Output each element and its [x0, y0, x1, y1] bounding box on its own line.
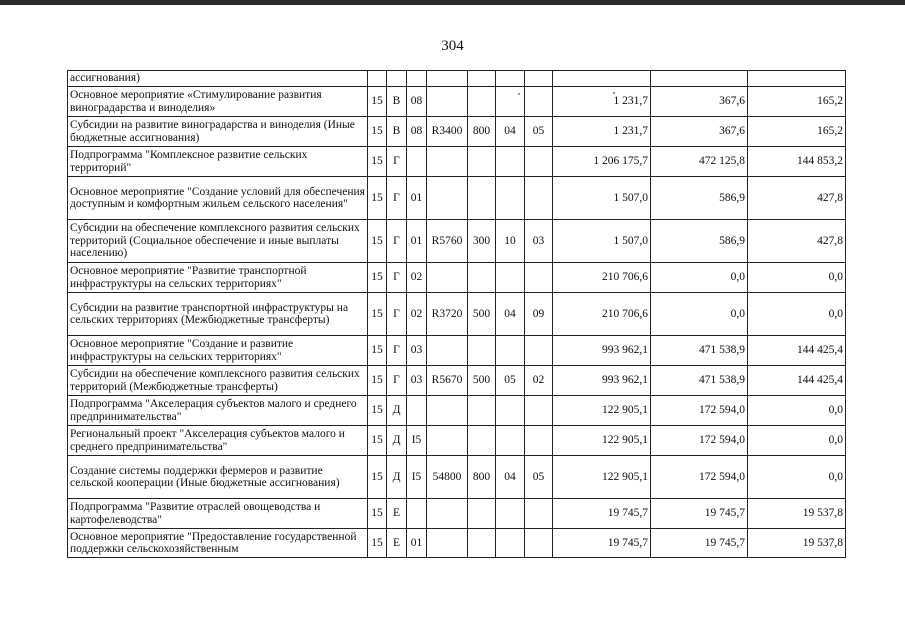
expense-type-cell — [468, 396, 496, 426]
grbs-cell: 15 — [368, 499, 387, 529]
event-cell: 01 — [407, 529, 427, 558]
amount-year3-cell: 144 853,2 — [748, 147, 846, 177]
section-cell — [496, 529, 525, 558]
subsection-cell — [525, 426, 553, 456]
amount-year2-cell: 586,9 — [651, 177, 748, 220]
event-cell — [407, 71, 427, 87]
subsection-cell — [525, 177, 553, 220]
expense-type-cell — [468, 71, 496, 87]
amount-year2-cell: 367,6 — [651, 117, 748, 147]
subsection-cell: 09 — [525, 293, 553, 336]
amount-year2-cell: 0,0 — [651, 293, 748, 336]
amount-year2-cell: 471 538,9 — [651, 336, 748, 366]
row-name-cell: Региональный проект "Акселерация субъектов малого и среднего предпринимательства" — [68, 426, 368, 456]
grbs-cell: 15 — [368, 177, 387, 220]
expense-type-cell: 800 — [468, 117, 496, 147]
table-row — [68, 117, 846, 147]
table-row — [68, 456, 846, 499]
amount-year3-cell: 0,0 — [748, 263, 846, 293]
section-cell — [496, 147, 525, 177]
amount-year3-cell: 427,8 — [748, 220, 846, 263]
section-cell: 05 — [496, 366, 525, 396]
direction-cell — [427, 426, 468, 456]
grbs-cell: 15 — [368, 220, 387, 263]
subprogram-cell: Г — [387, 177, 407, 220]
subsection-cell — [525, 396, 553, 426]
direction-cell — [427, 396, 468, 426]
scan-speck — [613, 92, 615, 94]
expense-type-cell — [468, 336, 496, 366]
section-cell — [496, 499, 525, 529]
grbs-cell: 15 — [368, 263, 387, 293]
event-cell: I5 — [407, 426, 427, 456]
amount-year1-cell: 122 905,1 — [553, 456, 651, 499]
expense-type-cell — [468, 87, 496, 117]
amount-year3-cell: 0,0 — [748, 456, 846, 499]
expense-type-cell — [468, 147, 496, 177]
subsection-cell: 05 — [525, 117, 553, 147]
subsection-cell — [525, 263, 553, 293]
grbs-cell: 15 — [368, 529, 387, 558]
grbs-cell: 15 — [368, 117, 387, 147]
direction-cell: R5670 — [427, 366, 468, 396]
section-cell — [496, 336, 525, 366]
budget-table — [67, 70, 846, 558]
table-row — [68, 71, 846, 87]
expense-type-cell — [468, 529, 496, 558]
amount-year1-cell: 1 507,0 — [553, 177, 651, 220]
amount-year3-cell: 0,0 — [748, 293, 846, 336]
row-name-cell: Основное мероприятие "Развитие транспортной инфраструктуры на сельских территориях" — [68, 263, 368, 293]
table-row — [68, 396, 846, 426]
event-cell: 03 — [407, 366, 427, 396]
amount-year1-cell: 1 231,7 — [553, 87, 651, 117]
amount-year2-cell — [651, 71, 748, 87]
amount-year3-cell: 0,0 — [748, 426, 846, 456]
subprogram-cell: Д — [387, 426, 407, 456]
section-cell — [496, 263, 525, 293]
event-cell: 08 — [407, 117, 427, 147]
amount-year3-cell: 165,2 — [748, 87, 846, 117]
section-cell — [496, 396, 525, 426]
subprogram-cell — [387, 71, 407, 87]
amount-year1-cell: 122 905,1 — [553, 426, 651, 456]
amount-year2-cell: 472 125,8 — [651, 147, 748, 177]
expense-type-cell — [468, 499, 496, 529]
subprogram-cell: В — [387, 117, 407, 147]
amount-year1-cell — [553, 71, 651, 87]
subsection-cell — [525, 71, 553, 87]
amount-year2-cell: 367,6 — [651, 87, 748, 117]
grbs-cell: 15 — [368, 366, 387, 396]
row-name-cell: Подпрограмма "Комплексное развитие сельских территорий" — [68, 147, 368, 177]
direction-cell: R3400 — [427, 117, 468, 147]
row-name-cell: ассигнования) — [68, 71, 368, 87]
amount-year2-cell: 0,0 — [651, 263, 748, 293]
amount-year2-cell: 172 594,0 — [651, 396, 748, 426]
amount-year2-cell: 471 538,9 — [651, 366, 748, 396]
amount-year1-cell: 210 706,6 — [553, 263, 651, 293]
page-number: 304 — [441, 38, 464, 54]
subsection-cell: 02 — [525, 366, 553, 396]
table-row — [68, 293, 846, 336]
event-cell: 03 — [407, 336, 427, 366]
expense-type-cell — [468, 177, 496, 220]
table-row — [68, 426, 846, 456]
amount-year1-cell: 210 706,6 — [553, 293, 651, 336]
row-name-cell: Подпрограмма "Развитие отраслей овощеводства и картофелеводства" — [68, 499, 368, 529]
event-cell: 02 — [407, 263, 427, 293]
grbs-cell: 15 — [368, 147, 387, 177]
grbs-cell: 15 — [368, 87, 387, 117]
subprogram-cell: Е — [387, 499, 407, 529]
direction-cell: 54800 — [427, 456, 468, 499]
amount-year3-cell: 165,2 — [748, 117, 846, 147]
grbs-cell: 15 — [368, 336, 387, 366]
expense-type-cell — [468, 263, 496, 293]
table-row — [68, 87, 846, 117]
amount-year1-cell: 993 962,1 — [553, 336, 651, 366]
subprogram-cell: В — [387, 87, 407, 117]
table-row — [68, 263, 846, 293]
direction-cell — [427, 71, 468, 87]
event-cell: 08 — [407, 87, 427, 117]
amount-year3-cell: 144 425,4 — [748, 336, 846, 366]
top-scan-border — [0, 0, 905, 5]
grbs-cell: 15 — [368, 426, 387, 456]
table-row — [68, 499, 846, 529]
subsection-cell: 05 — [525, 456, 553, 499]
event-cell: 02 — [407, 293, 427, 336]
direction-cell — [427, 87, 468, 117]
section-cell: 04 — [496, 293, 525, 336]
amount-year3-cell: 144 425,4 — [748, 366, 846, 396]
grbs-cell: 15 — [368, 456, 387, 499]
event-cell: I5 — [407, 456, 427, 499]
event-cell: 01 — [407, 177, 427, 220]
subprogram-cell: Г — [387, 263, 407, 293]
subprogram-cell: Е — [387, 529, 407, 558]
table-row — [68, 529, 846, 558]
row-name-cell: Создание системы поддержки фермеров и развитие сельской кооперации (Иные бюджетные ассигнования) — [68, 456, 368, 499]
amount-year2-cell: 586,9 — [651, 220, 748, 263]
amount-year1-cell: 1 507,0 — [553, 220, 651, 263]
direction-cell — [427, 147, 468, 177]
subprogram-cell: Г — [387, 220, 407, 263]
event-cell — [407, 147, 427, 177]
event-cell: 01 — [407, 220, 427, 263]
subsection-cell — [525, 499, 553, 529]
amount-year3-cell: 0,0 — [748, 396, 846, 426]
subprogram-cell: Г — [387, 366, 407, 396]
amount-year1-cell: 1 231,7 — [553, 117, 651, 147]
direction-cell — [427, 177, 468, 220]
amount-year1-cell: 122 905,1 — [553, 396, 651, 426]
row-name-cell: Субсидии на развитие виноградарства и виноделия (Иные бюджетные ассигнования) — [68, 117, 368, 147]
expense-type-cell: 800 — [468, 456, 496, 499]
row-name-cell: Подпрограмма "Акселерация субъектов малого и среднего предпринимательства" — [68, 396, 368, 426]
grbs-cell: 15 — [368, 396, 387, 426]
row-name-cell: Основное мероприятие "Создание условий для обеспечения доступным и комфортным жильем сельского населения" — [68, 177, 368, 220]
expense-type-cell: 500 — [468, 293, 496, 336]
subprogram-cell: Г — [387, 147, 407, 177]
expense-type-cell: 300 — [468, 220, 496, 263]
row-name-cell: Субсидии на обеспечение комплексного развития сельских территорий (Межбюджетные трансферты) — [68, 366, 368, 396]
amount-year3-cell: 19 537,8 — [748, 499, 846, 529]
row-name-cell: Основное мероприятие "Предоставление государственной поддержки сельскохозяйственным — [68, 529, 368, 558]
table-row — [68, 220, 846, 263]
amount-year1-cell: 993 962,1 — [553, 366, 651, 396]
direction-cell — [427, 529, 468, 558]
section-cell — [496, 426, 525, 456]
row-name-cell: Субсидии на обеспечение комплексного развития сельских территорий (Социальное обеспечение и иные выплаты населению) — [68, 220, 368, 263]
row-name-cell: Субсидии на развитие транспортной инфраструктуры на сельских территориях (Межбюджетные трансферты) — [68, 293, 368, 336]
event-cell — [407, 499, 427, 529]
table-row — [68, 177, 846, 220]
grbs-cell: 15 — [368, 293, 387, 336]
subsection-cell — [525, 87, 553, 117]
expense-type-cell: 500 — [468, 366, 496, 396]
subprogram-cell: Д — [387, 396, 407, 426]
section-cell — [496, 87, 525, 117]
row-name-cell: Основное мероприятие «Стимулирование развития виноградарства и виноделия» — [68, 87, 368, 117]
amount-year3-cell — [748, 71, 846, 87]
subsection-cell — [525, 147, 553, 177]
amount-year2-cell: 172 594,0 — [651, 426, 748, 456]
direction-cell: R3720 — [427, 293, 468, 336]
direction-cell — [427, 336, 468, 366]
table-row — [68, 336, 846, 366]
section-cell: 04 — [496, 117, 525, 147]
amount-year1-cell: 19 745,7 — [553, 499, 651, 529]
subsection-cell: 03 — [525, 220, 553, 263]
amount-year1-cell: 19 745,7 — [553, 529, 651, 558]
event-cell — [407, 396, 427, 426]
amount-year3-cell: 19 537,8 — [748, 529, 846, 558]
table-row — [68, 147, 846, 177]
amount-year1-cell: 1 206 175,7 — [553, 147, 651, 177]
subprogram-cell: Д — [387, 456, 407, 499]
amount-year3-cell: 427,8 — [748, 177, 846, 220]
direction-cell: R5760 — [427, 220, 468, 263]
direction-cell — [427, 263, 468, 293]
section-cell — [496, 177, 525, 220]
amount-year2-cell: 19 745,7 — [651, 499, 748, 529]
amount-year2-cell: 19 745,7 — [651, 529, 748, 558]
subsection-cell — [525, 336, 553, 366]
expense-type-cell — [468, 426, 496, 456]
direction-cell — [427, 499, 468, 529]
subprogram-cell: Г — [387, 336, 407, 366]
amount-year2-cell: 172 594,0 — [651, 456, 748, 499]
grbs-cell — [368, 71, 387, 87]
section-cell: 10 — [496, 220, 525, 263]
section-cell: 04 — [496, 456, 525, 499]
section-cell — [496, 71, 525, 87]
scan-speck — [518, 93, 520, 95]
table-row — [68, 366, 846, 396]
subsection-cell — [525, 529, 553, 558]
row-name-cell: Основное мероприятие "Создание и развитие инфраструктуры на сельских территориях" — [68, 336, 368, 366]
subprogram-cell: Г — [387, 293, 407, 336]
